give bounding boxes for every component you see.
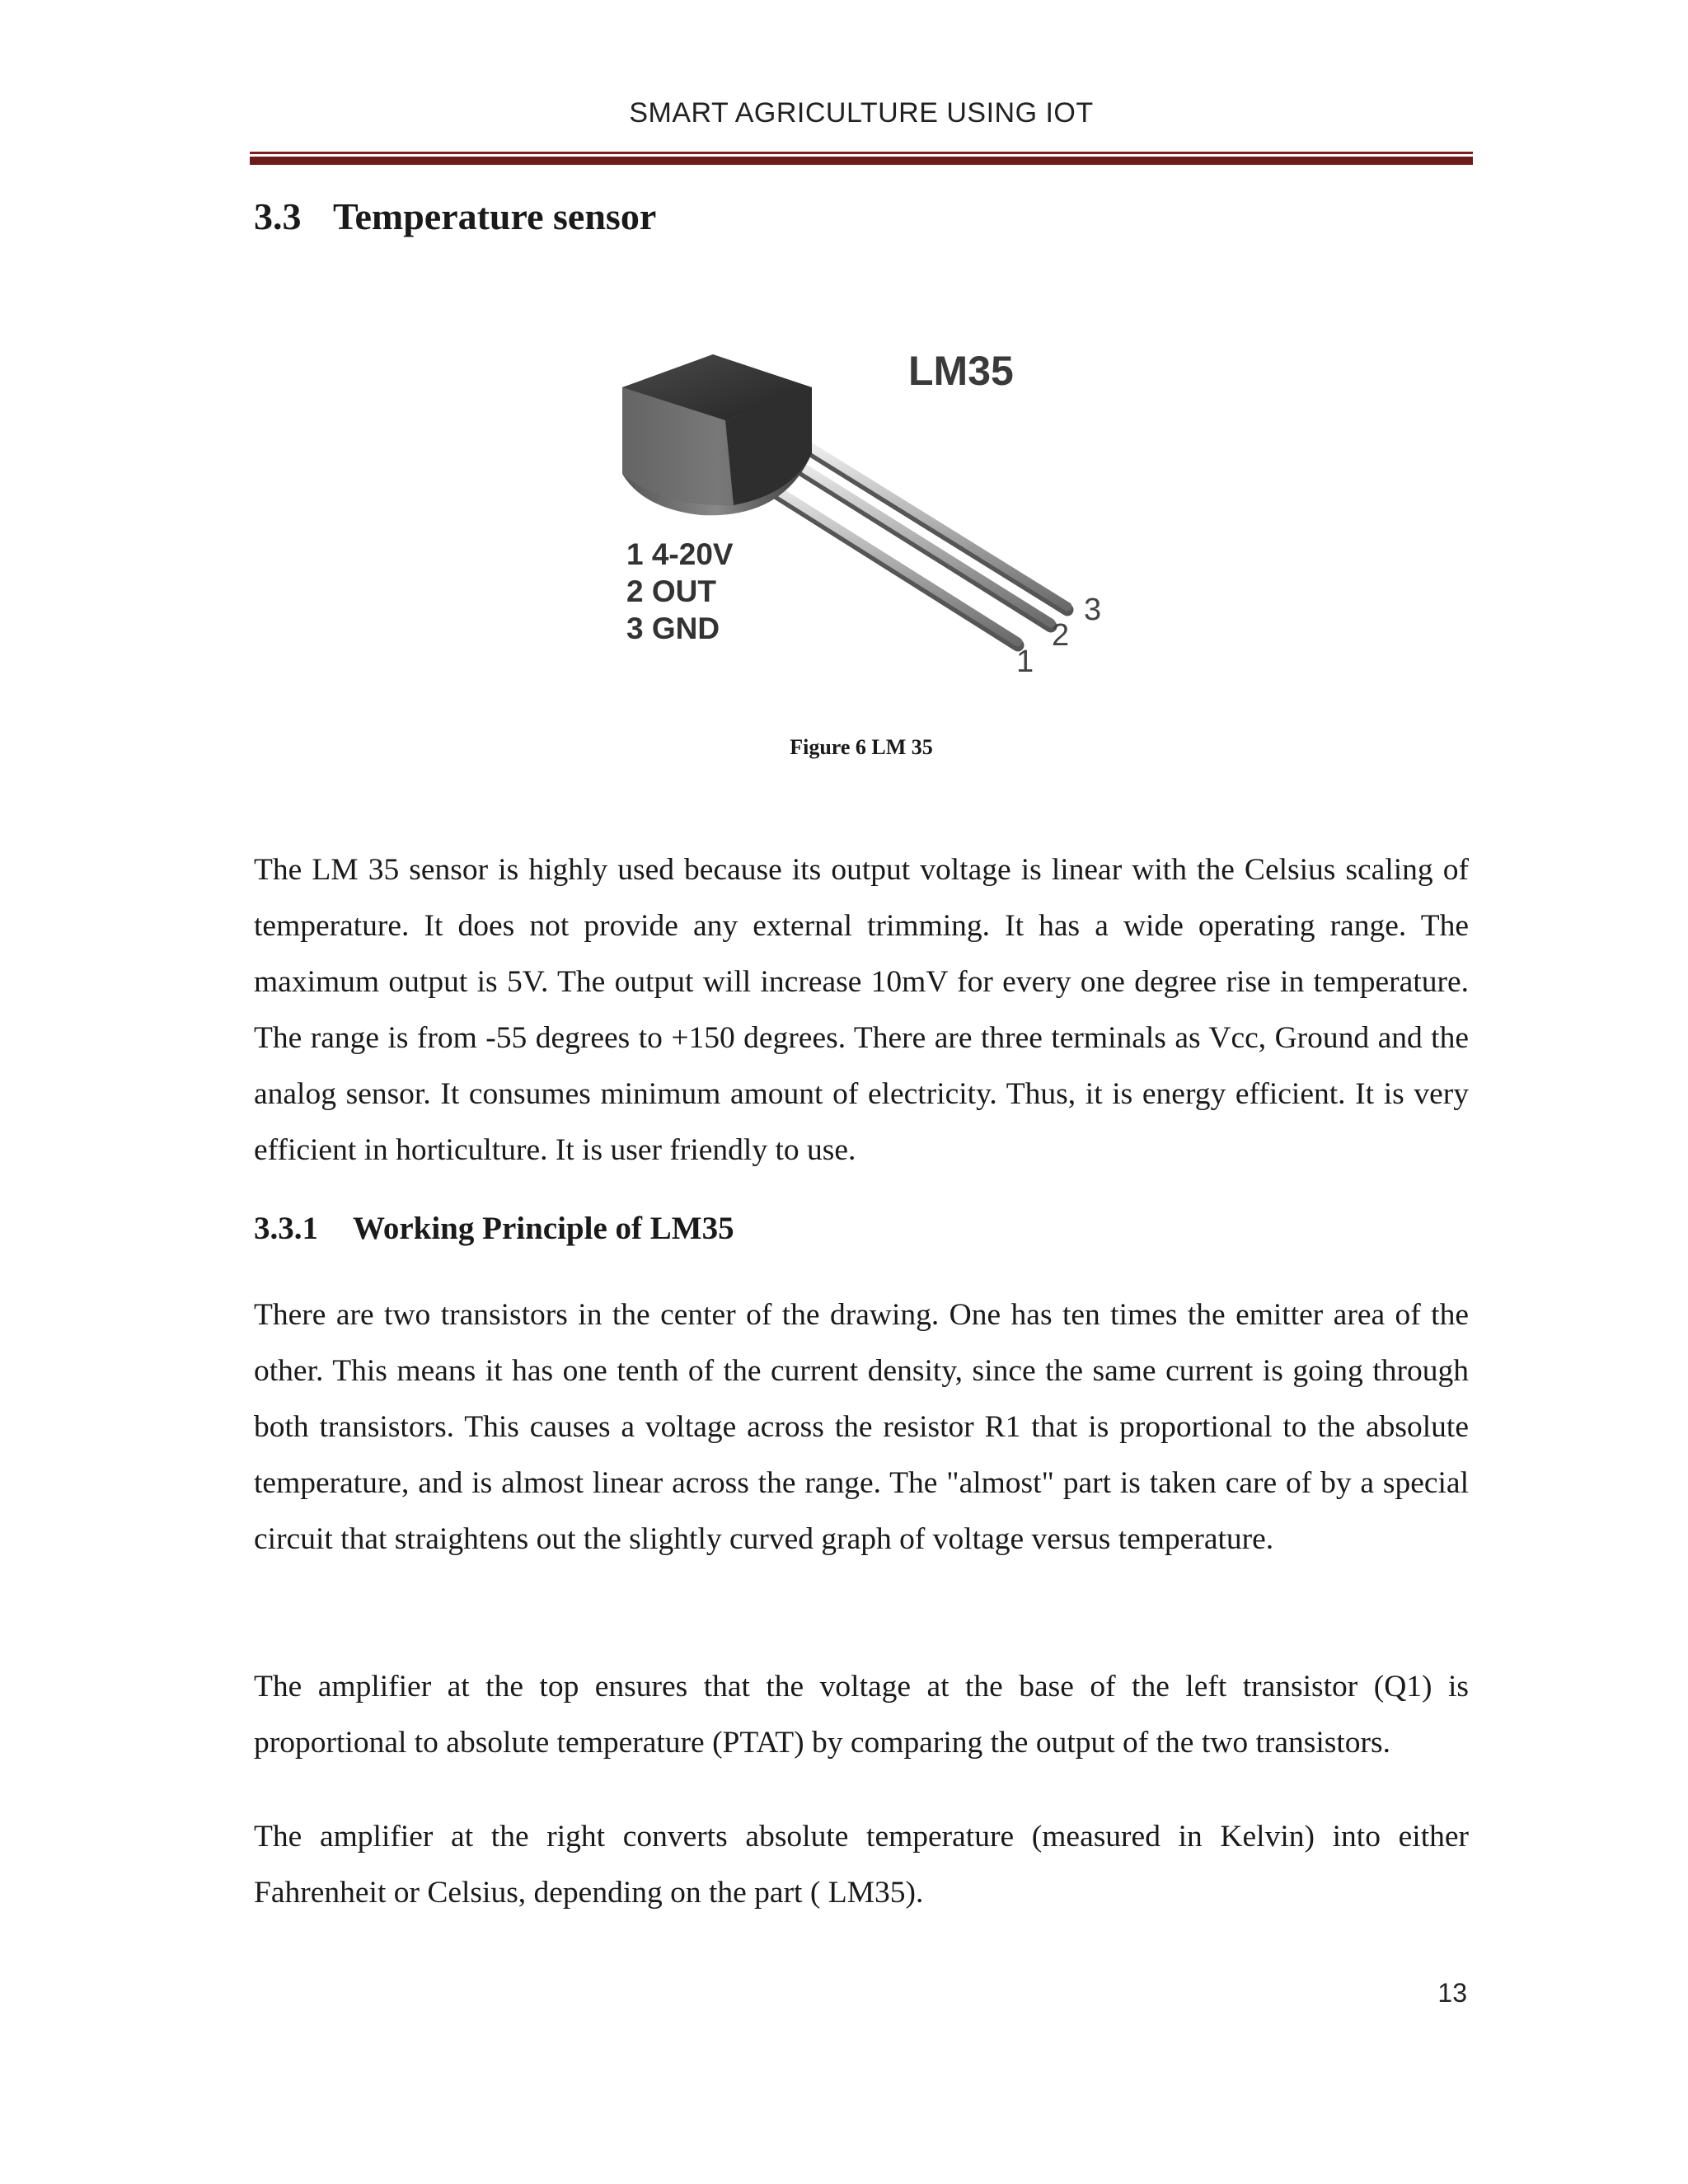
pin-2-label: 2 OUT xyxy=(626,574,716,608)
page-number: 13 xyxy=(1437,1978,1467,2008)
pin-number-2: 2 xyxy=(1052,618,1070,653)
pin-number-3: 3 xyxy=(1084,593,1102,627)
pin-3-label: 3 GND xyxy=(626,612,720,645)
paragraph-top-amplifier: The amplifier at the top ensures that the voltage at the base of the left transistor (Q1) is proportional to absolute temperature (PTAT) by comparing the output of the two transistors. xyxy=(254,1670,1469,1760)
subsection-heading xyxy=(254,1210,734,1247)
pin-number-1: 1 xyxy=(1016,644,1034,679)
lead-2 xyxy=(779,452,1051,626)
to92-package-body xyxy=(622,354,812,515)
subsection-number: 3.3.1 xyxy=(254,1211,318,1246)
section-heading xyxy=(254,194,656,238)
section-number: 3.3 xyxy=(254,195,302,237)
paragraph-right-amplifier: The amplifier at the right converts absolute temperature (measured in Kelvin) into either Fahrenheit or Celsius, depending on the part ( LM35). xyxy=(254,1820,1469,1910)
header-rule-thick xyxy=(250,157,1473,165)
figure-caption: Figure 6 LM 35 xyxy=(790,735,933,759)
paragraph-lm35-overview: The LM 35 sensor is highly used because its output voltage is linear with the Celsius scaling of temperature. It does not provide any external trimming. It has a wide operating range. The maximum output is 5V. The output will increase 10mV for every one degree rise in temperature. The range is from -55 degrees to +150 degrees. There are three terminals as Vcc, Ground and the analog sensor. It consumes minimum amount of electricity. Thus, it is energy efficient. It is very efficient in horticulture. It is user friendly to use. xyxy=(254,853,1469,1167)
header-rule-thin xyxy=(250,152,1473,154)
part-label: LM35 xyxy=(908,348,1014,394)
lm35-figure xyxy=(593,317,1121,684)
section-title: Temperature sensor xyxy=(333,195,657,237)
pin-1-label: 1 4-20V xyxy=(626,537,734,571)
paragraph-transistors: There are two transistors in the center of the drawing. One has ten times the emitter area of the other. This means it has one tenth of the current density, since the same current is going through both transistors. This causes a voltage across the resistor R1 that is proportional to the absolute temperature, and is almost linear across the range. The "almost" part is taken care of by a special circuit that straightens out the slightly curved graph of voltage versus temperature. xyxy=(254,1298,1469,1556)
subsection-title: Working Principle of LM35 xyxy=(353,1211,734,1246)
running-header: SMART AGRICULTURE USING IOT xyxy=(629,97,1094,129)
